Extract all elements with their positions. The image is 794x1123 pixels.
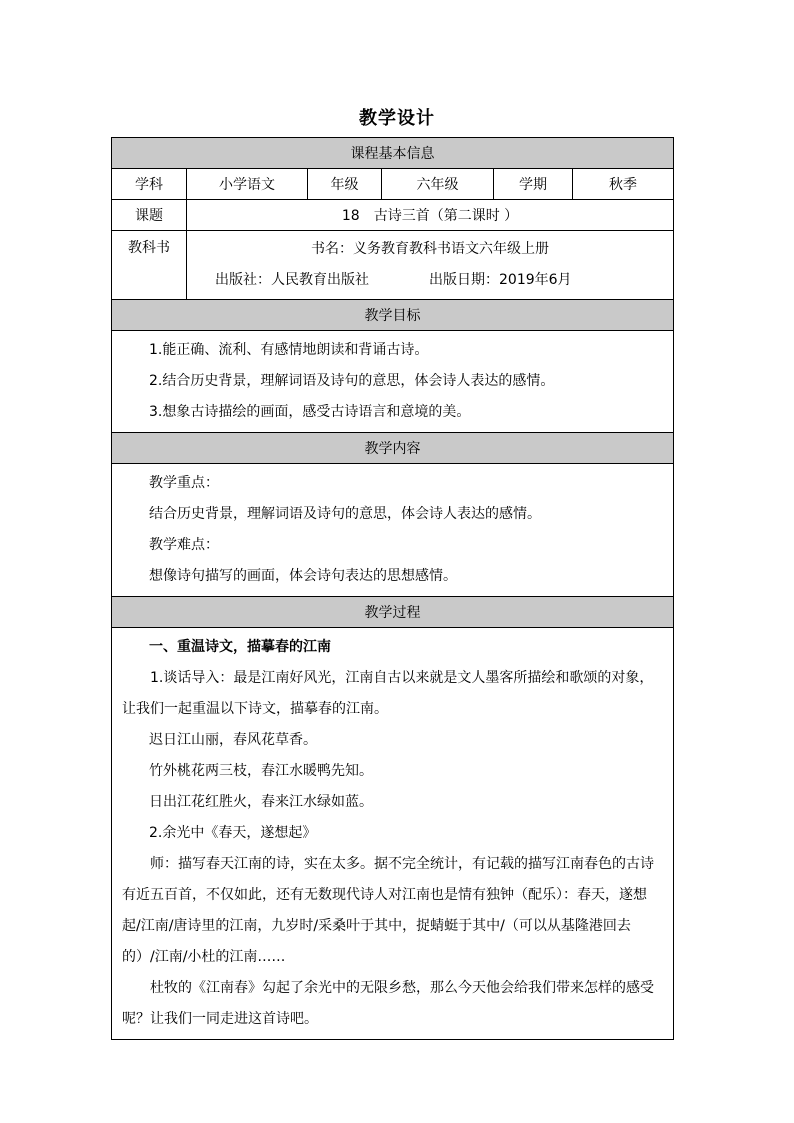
activity-heading: 2.余光中《春天，遂想起》 — [149, 825, 317, 841]
difficult-point-text: 想像诗句描写的画面，体会诗句表达的思想感情。 — [149, 568, 457, 584]
process-header-row — [112, 597, 674, 628]
objectives-header: 教学目标 — [112, 300, 674, 331]
objectives-header-row — [112, 300, 674, 331]
content-header: 教学内容 — [112, 433, 674, 464]
lesson-plan-table — [111, 137, 674, 1040]
publisher: 出版社：人民教育出版社 — [215, 272, 369, 288]
poem-line: 迟日江山丽，春风花草香。 — [149, 732, 317, 748]
textbook-label: 教科书 — [112, 231, 187, 300]
transition-paragraph: 杜牧的《江南春》勾起了余光中的无限乡愁，那么今天他会给我们带来怎样的感受呢？让我们一同走进这首诗吧。 — [122, 980, 654, 1027]
teacher-paragraph: 师：描写春天江南的诗，实在太多。据不完全统计，有记载的描写江南春色的古诗有近五百首，不仅如此，还有无数现代诗人对江南也是情有独钟（配乐）：春天，遂想起/江南/唐诗里的江南，九岁时/采桑叶于其中，捉蜻蜓于其中/（可以从基隆港回去的）/江南/小杜的江南…… — [122, 856, 654, 965]
content-header-row — [112, 433, 674, 464]
textbook-row — [112, 231, 674, 300]
document-title: 教学设计 — [359, 108, 435, 129]
topic-value: 18 古诗三首（第二课时 ） — [187, 200, 674, 231]
content-body — [112, 464, 674, 597]
grade-value: 六年级 — [382, 169, 494, 200]
content-row — [112, 464, 674, 597]
objective-item: 3.想象古诗描绘的画面，感受古诗语言和意境的美。 — [149, 404, 471, 420]
intro-paragraph: 1.谈话导入：最是江南好风光，江南自古以来就是文人墨客所描绘和歌颂的对象，让我们一起重温以下诗文，描摹春的江南。 — [122, 670, 654, 717]
difficult-point-label: 教学难点： — [149, 537, 219, 553]
term-label: 学期 — [494, 169, 573, 200]
process-header: 教学过程 — [112, 597, 674, 628]
subject-value: 小学语文 — [187, 169, 308, 200]
process-row — [112, 628, 674, 1040]
process-body — [112, 628, 674, 1040]
objectives-list — [112, 331, 674, 433]
poem-line: 日出江花红胜火，春来江水绿如蓝。 — [149, 794, 373, 810]
basic-info-header: 课程基本信息 — [112, 138, 674, 169]
basic-info-header-row — [112, 138, 674, 169]
topic-row — [112, 200, 674, 231]
subject-row — [112, 169, 674, 200]
subject-label: 学科 — [112, 169, 187, 200]
objectives-row — [112, 331, 674, 433]
book-name: 书名：义务教育教科书语文六年级上册 — [311, 241, 550, 257]
publish-date: 出版日期：2019年6月 — [429, 272, 572, 288]
key-point-text: 结合历史背景，理解词语及诗句的意思，体会诗人表达的感情。 — [149, 506, 541, 522]
objective-item: 1.能正确、流利、有感情地朗读和背诵古诗。 — [149, 342, 429, 358]
section-heading: 一、重温诗文，描摹春的江南 — [149, 639, 331, 655]
objective-item: 2.结合历史背景，理解词语及诗句的意思，体会诗人表达的感情。 — [149, 373, 555, 389]
term-value: 秋季 — [573, 169, 674, 200]
poem-line: 竹外桃花两三枝，春江水暖鸭先知。 — [149, 763, 373, 779]
topic-label: 课题 — [112, 200, 187, 231]
textbook-info — [187, 231, 674, 300]
grade-label: 年级 — [308, 169, 382, 200]
key-point-label: 教学重点： — [149, 475, 219, 491]
